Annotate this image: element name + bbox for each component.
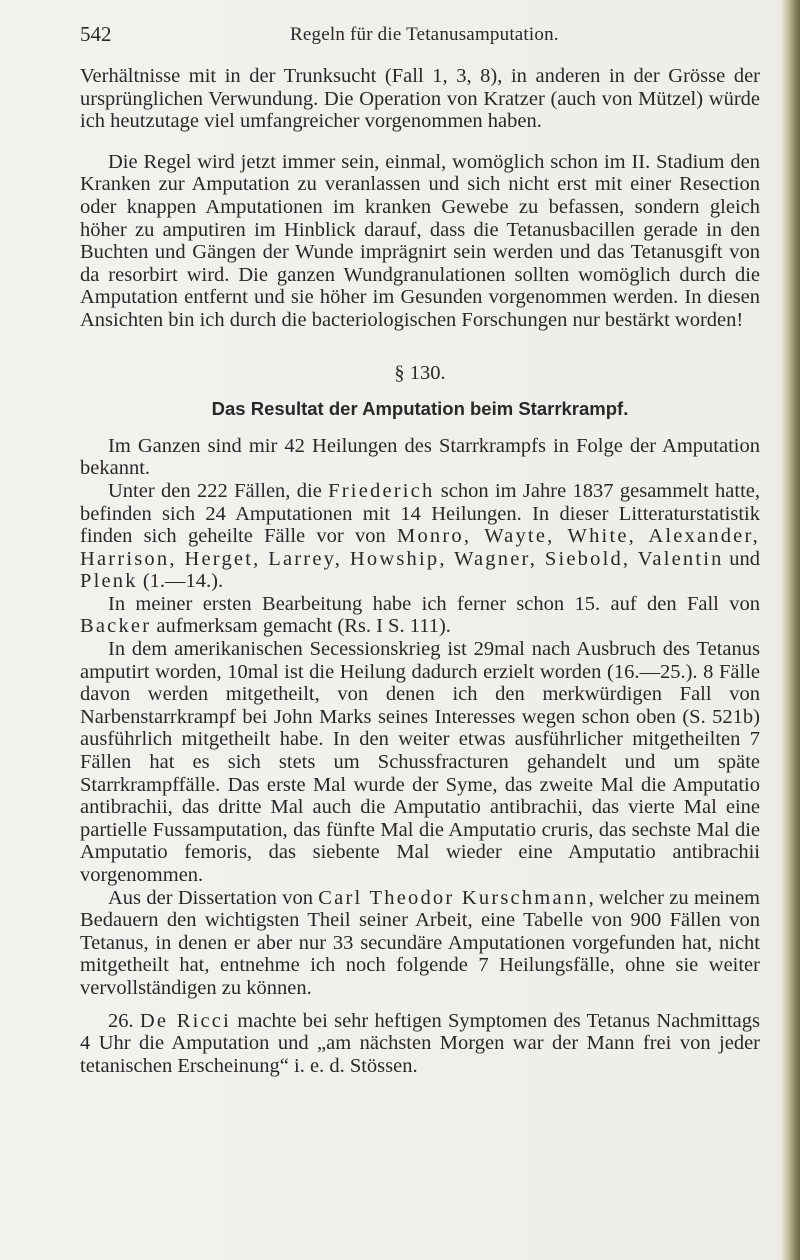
running-title: Regeln für die Tetanusamputation. xyxy=(290,24,559,45)
author-name: Backer xyxy=(80,615,152,638)
paragraph-3: Im Ganzen sind mir 42 Heilungen des Starrkrampfs in Folge der Amputation bekannt. xyxy=(80,434,760,480)
paragraph-7: Aus der Dissertation von Carl Theodor Kurschmann, welcher zu meinem Bedauern den wichtigsten Theil seiner Arbeit, eine Tabelle von 900 Fällen von Tetanus, in denen er aber nur 33 secundäre Amputationen vorgefunden hat, nicht mitgetheilt hat, entnehme ich noch folgende 7 Heilungsfälle, ohne sie weiter vervollständigen zu können. xyxy=(80,886,760,999)
body-text xyxy=(80,65,760,1077)
page-header xyxy=(80,18,730,48)
author-name: De Ricci xyxy=(139,1009,231,1032)
author-name: Friederich xyxy=(328,479,435,502)
page-number: 542 xyxy=(80,22,112,46)
author-name: Carl Theodor Kurschmann xyxy=(318,886,589,909)
paragraph-1: Verhältnisse mit in der Trunksucht (Fall 1, 3, 8), in anderen in der Grösse der ursprünglichen Verwundung. Die Operation von Kratzer (auch von Mützel) würde ich heutzutage viel umfangreicher vorgenommen haben. xyxy=(80,65,760,133)
paragraph-2: Die Regel wird jetzt immer sein, einmal, womöglich schon im II. Stadium den Kranken zur Amputation zu veranlassen und sich nicht erst mit einer Resection oder knappen Amputationen im kranken Gewebe zu befassen, sondern gleich höher zu amputiren im Hinblick darauf, dass die Tetanusbacillen gerade in den Buchten und Gängen der Wunde imprägnirt sein werden und das Tetanusgift von da resorbirt wird. Die ganzen Wundgranulationen sollten womöglich durch die Amputation entfernt und sie höher im Gesunden vorgenommen werden. In diesen Ansichten bin ich durch die bacteriologischen Forschungen nur bestärkt worden! xyxy=(80,150,760,331)
section-title: Das Resultat der Amputation beim Starrkrampf. xyxy=(211,398,629,420)
page-edge xyxy=(782,0,800,1260)
paragraph-8: 26. De Ricci machte bei sehr heftigen Symptomen des Tetanus Nachmittags 4 Uhr die Amputation und „am nächsten Morgen war der Mann frei von jeder tetanischen Erscheinung“ i. e. d. Stössen. xyxy=(80,1009,761,1077)
paragraph-5: In meiner ersten Bearbeitung habe ich ferner schon 15. auf den Fall von Backer aufmerksam gemacht (Rs. I S. 111). xyxy=(80,592,760,638)
paragraph-6: In dem amerikanischen Secessionskrieg ist 29mal nach Ausbruch des Tetanus amputirt worden, 10mal ist die Heilung dadurch erzielt worden (16.—25.). 8 Fälle davon werden mitgetheilt, von denen ich den merkwürdigen Fall von Narbenstarrkrampf bei John Marks seines Interesses wegen schon oben (S. 521b) ausführlich mitgetheilt habe. In den weiter etwas ausführlicher mitgetheilten 7 Fällen hat es sich stets um Schussfracturen gehandelt und um späte Starrkrampffälle. Das erste Mal wurde der Syme, das zweite Mal die Amputatio antibrachii, das dritte Mal auch die Amputatio antibrachii, das vierte Mal eine partielle Fussamputation, das fünfte Mal die Amputatio cruris, das sechste Mal die Amputatio femoris, das siebente Mal wieder eine Amputatio antibrachii vorgenommen. xyxy=(80,638,760,886)
author-name: Plenk xyxy=(80,570,138,593)
section-number: § 130. xyxy=(394,361,446,384)
author-list: Monro, Wayte, White, Alexander, Harrison, Herget, Larrey, Howship, Wagner, Siebold, Valentin xyxy=(80,525,760,570)
paragraph-4: Unter den 222 Fällen, die Friederich schon im Jahre 1837 gesammelt hatte, befinden sich 24 Amputationen mit 14 Heilungen. In dieser Litteraturstatistik finden sich geheilte Fälle vor von Monro, Wayte, White, Alexander, Harrison, Herget, Larrey, Howship, Wagner, Siebold, Valentin und Plenk (1.—14.). xyxy=(80,479,761,593)
